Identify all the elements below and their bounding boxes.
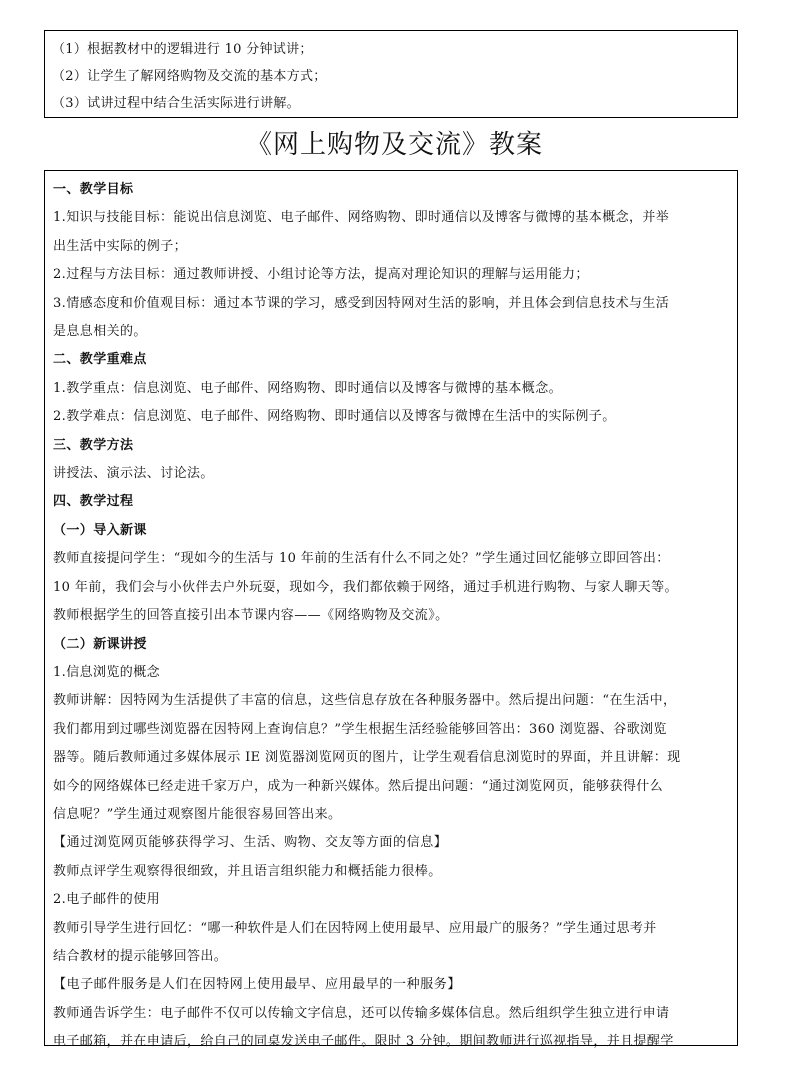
body-text-line: 教师讲解：因特网为生活提供了丰富的信息，这些信息存放在各种服务器中。然后提出问题：“在生活中， xyxy=(53,693,677,709)
body-text-line: 10 年前，我们会与小伙伴去户外玩耍，现如今，我们都依赖于网络，通过手机进行购物、与家人聊天等。 xyxy=(53,579,678,595)
body-text-line: 1.信息浏览的概念 xyxy=(53,664,161,680)
lesson-plan-box xyxy=(44,170,738,1050)
section-heading: 四、教学过程 xyxy=(53,494,134,510)
requirements-box xyxy=(44,30,738,118)
body-text-line: 1.教学重点：信息浏览、电子邮件、网络购物、即时通信以及博客与微博的基本概念。 xyxy=(53,380,563,396)
section-heading: （二）新课讲授 xyxy=(53,636,147,652)
body-text-line: 1.知识与技能目标：能说出信息浏览、电子邮件、网络购物、即时通信以及博客与微博的基本概念，并举 xyxy=(53,210,670,226)
requirement-line-1: （1）根据教材中的逻辑进行 10 分钟试讲； xyxy=(52,42,313,57)
section-heading: 三、教学方法 xyxy=(53,437,134,453)
body-text-line: 器等。随后教师通过多媒体展示 IE 浏览器浏览网页的图片，让学生观看信息浏览时的界面，并且讲解：现 xyxy=(53,750,681,766)
document-title: 《网上购物及交流》教案 xyxy=(245,130,543,160)
body-text-line: 3.情感态度和价值观目标：通过本节课的学习，感受到因特网对生活的影响，并且体会到信息技术与生活 xyxy=(53,295,670,311)
body-text-line: 电子邮箱，并在申请后，给自己的同桌发送电子邮件。限时 3 分钟。期间教师进行巡视指导，并且提醒学 xyxy=(53,1034,674,1050)
body-text-line: 2.过程与方法目标：通过教师讲授、小组讨论等方法，提高对理论知识的理解与运用能力； xyxy=(53,267,589,283)
body-text-line: 【电子邮件服务是人们在因特网上使用最早、应用最早的一种服务】 xyxy=(53,977,462,993)
lesson-plan-content xyxy=(53,176,730,1057)
body-text-line: 讲授法、演示法、讨论法。 xyxy=(53,466,214,482)
body-text-line: 2.电子邮件的使用 xyxy=(53,892,161,908)
requirement-line-3: （3）试讲过程中结合生活实际进行讲解。 xyxy=(52,96,300,111)
body-text-line: 是息息相关的。 xyxy=(53,324,147,340)
body-text-line: 【通过浏览网页能够获得学习、生活、购物、交友等方面的信息】 xyxy=(53,835,448,851)
body-text-line: 教师点评学生观察得很细致，并且语言组织能力和概括能力很棒。 xyxy=(53,863,442,879)
body-text-line: 教师直接提问学生：“现如今的生活与 10 年前的生活有什么不同之处？”学生通过回忆能够立即回答出： xyxy=(53,551,670,567)
body-text-line: 教师通告诉学生：电子邮件不仅可以传输文字信息，还可以传输多媒体信息。然后组织学生独立进行申请 xyxy=(53,1005,670,1021)
section-heading: 一、教学目标 xyxy=(53,182,134,197)
body-text-line: 教师引导学生进行回忆：“哪一种软件是人们在因特网上使用最早、应用最广的服务？”学生通过思考并 xyxy=(53,920,657,936)
body-text-line: 我们都用到过哪些浏览器在因特网上查询信息？”学生根据生活经验能够回答出：360 浏览器、谷歌浏览 xyxy=(53,721,667,737)
body-text-line: 出生活中实际的例子； xyxy=(53,238,188,254)
requirement-line-2: （2）让学生了解网络购物及交流的基本方式； xyxy=(52,69,327,84)
body-text-line: 教师根据学生的回答直接引出本节课内容——《网络购物及交流》。 xyxy=(53,608,449,624)
body-text-line: 2.教学难点：信息浏览、电子邮件、网络购物、即时通信以及博客与微博在生活中的实际例子。 xyxy=(53,409,616,425)
section-heading: （一）导入新课 xyxy=(53,522,147,538)
section-heading: 二、教学重难点 xyxy=(53,352,147,368)
body-text-line: 信息呢？”学生通过观察图片能很容易回答出来。 xyxy=(53,806,342,822)
body-text-line: 如今的网络媒体已经走进千家万户，成为一种新兴媒体。然后提出问题：“通过浏览网页，能够获得什么 xyxy=(53,778,664,794)
body-text-line: 结合教材的提示能够回答出。 xyxy=(53,948,228,964)
